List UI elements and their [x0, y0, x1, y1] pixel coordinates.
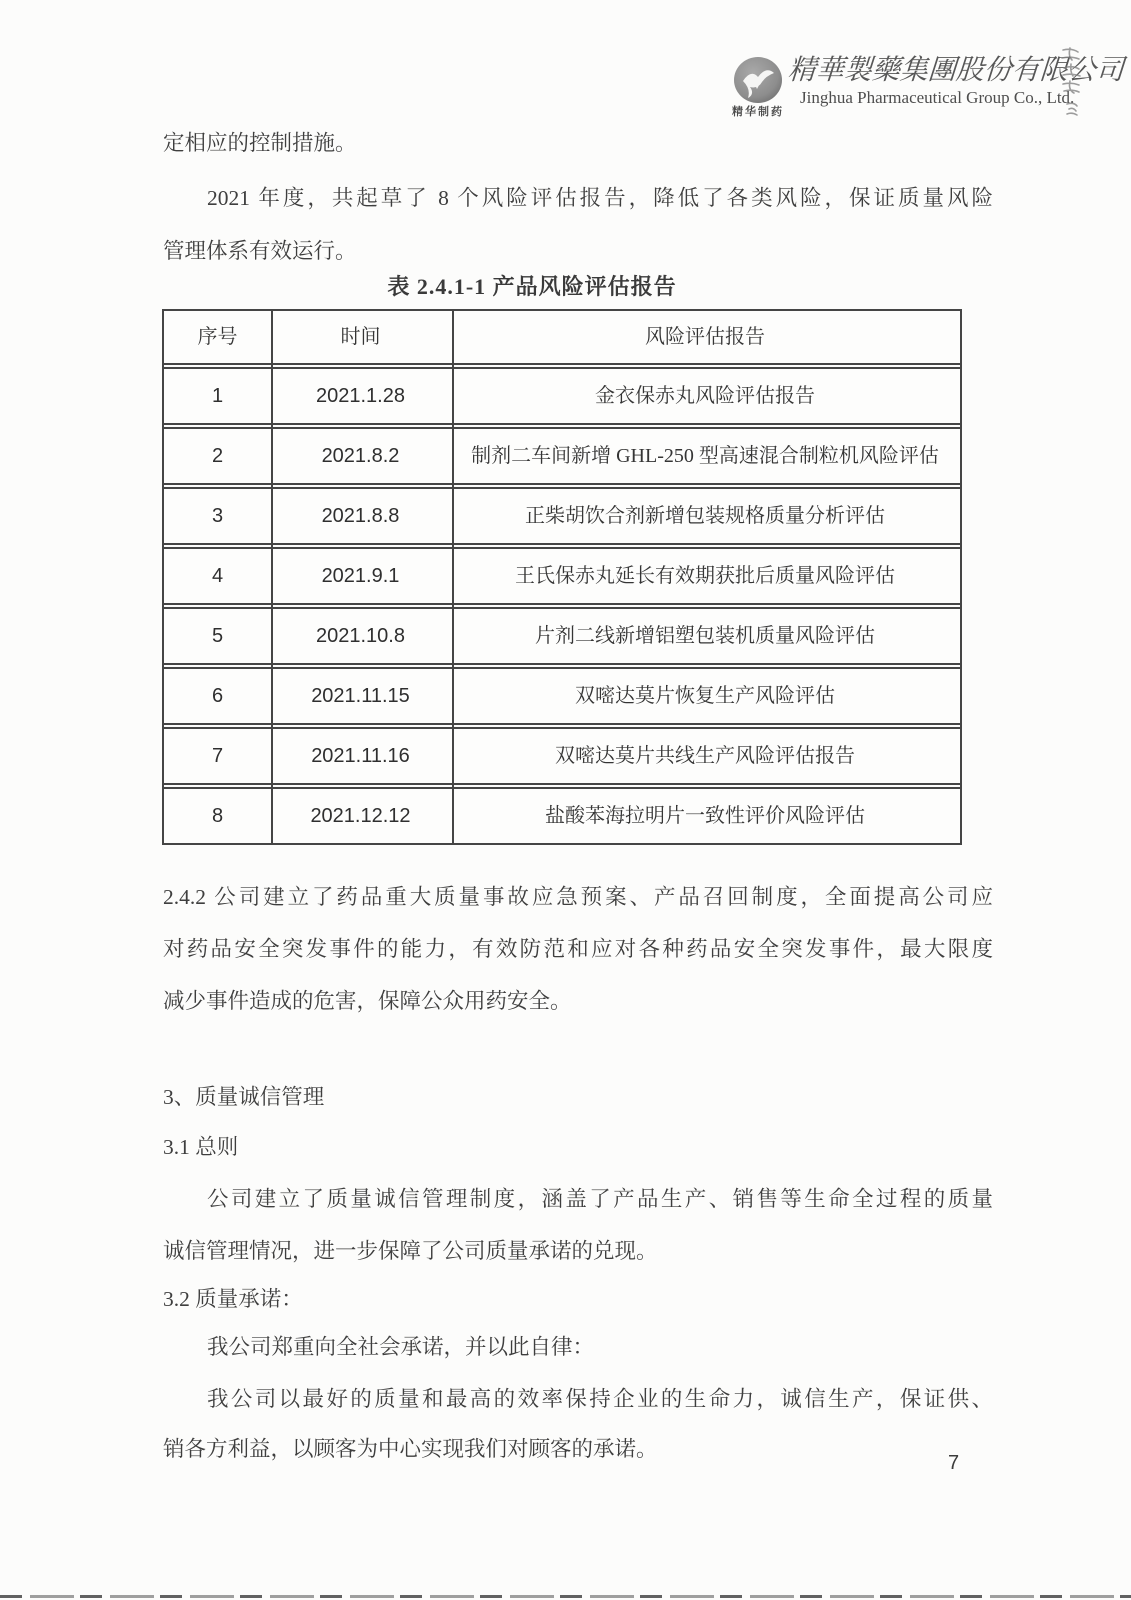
paragraph-line: 减少事件造成的危害，保障公众用药安全。	[163, 989, 572, 1013]
cell-no: 7	[211, 745, 224, 767]
cell-no: 3	[211, 505, 224, 527]
paragraph-line: 我公司郑重向全社会承诺，并以此自律：	[207, 1335, 595, 1359]
cell-date: 2021.8.8	[321, 505, 400, 527]
company-name-chinese: 精華製藥集團股份有限公司	[786, 55, 1125, 86]
paragraph-line: 销各方利益，以顾客为中心实现我们对顾客的承诺。	[163, 1437, 658, 1461]
table-row	[164, 547, 960, 605]
paragraph-line: 对药品安全突发事件的能力，有效防范和应对各种药品安全突发事件，最大限度	[163, 937, 993, 961]
cell-report: 金衣保赤丸风险评估报告	[595, 385, 815, 407]
column-header-report: 风险评估报告	[645, 326, 765, 348]
column-header-date: 时间	[340, 326, 381, 348]
cell-report: 片剂二线新增铝塑包装机质量风险评估	[535, 625, 875, 647]
paragraph-line: 诚信管理情况，进一步保障了公司质量承诺的兑现。	[163, 1239, 658, 1263]
section-subheading: 3.2 质量承诺：	[163, 1287, 303, 1311]
paragraph-line: 管理体系有效运行。	[163, 239, 357, 263]
table-row	[164, 487, 960, 545]
paragraph-line: 公司建立了质量诚信管理制度，涵盖了产品生产、销售等生命全过程的质量	[207, 1187, 993, 1211]
cell-report: 盐酸苯海拉明片一致性评价风险评估	[545, 805, 865, 827]
cell-no: 4	[211, 565, 224, 587]
cell-date: 2021.1.28	[316, 385, 405, 407]
cell-date: 2021.11.16	[311, 745, 410, 767]
company-name-english: Jinghua Pharmaceutical Group Co., Ltd.	[800, 88, 1075, 107]
paragraph-line: 我公司以最好的质量和最高的效率保持企业的生命力，诚信生产，保证供、	[207, 1387, 993, 1411]
handwritten-annotation-marks	[1058, 46, 1084, 118]
cell-report: 制剂二车间新增 GHL-250 型高速混合制粒机风险评估	[471, 445, 939, 467]
paragraph-line: 2021 年度，共起草了 8 个风险评估报告，降低了各类风险，保证质量风险	[207, 186, 993, 210]
column-header-no: 序号	[197, 326, 238, 348]
cell-report: 双嘧达莫片共线生产风险评估报告	[555, 745, 855, 767]
risk-assessment-table	[162, 309, 962, 845]
table-column-divider	[271, 311, 273, 843]
table-row	[164, 427, 960, 485]
cell-date: 2021.11.15	[311, 685, 410, 707]
table-title: 表 2.4.1-1 产品风险评估报告	[387, 274, 677, 299]
cell-no: 5	[211, 625, 224, 647]
cell-date: 2021.10.8	[316, 625, 405, 647]
table-column-divider	[452, 311, 454, 843]
cell-date: 2021.12.12	[310, 805, 411, 827]
paragraph-line: 2.4.2 公司建立了药品重大质量事故应急预案、产品召回制度，全面提高公司应	[163, 885, 993, 909]
section-heading: 3、质量诚信管理	[163, 1085, 325, 1109]
table-row	[164, 727, 960, 785]
cell-report: 王氏保赤丸延长有效期获批后质量风险评估	[515, 565, 895, 587]
cell-report: 正柴胡饮合剂新增包装规格质量分析评估	[525, 505, 885, 527]
cell-date: 2021.9.1	[321, 565, 400, 587]
company-logo-icon	[733, 56, 783, 104]
cell-date: 2021.8.2	[321, 445, 400, 467]
cell-report: 双嘧达莫片恢复生产风险评估	[575, 685, 835, 707]
table-row	[164, 787, 960, 843]
table-row	[164, 607, 960, 665]
paragraph-line: 定相应的控制措施。	[163, 131, 357, 155]
table-row	[164, 367, 960, 425]
logo-caption: 精华制药	[732, 106, 784, 118]
page-number: 7	[948, 1452, 960, 1474]
cell-no: 1	[211, 385, 224, 407]
table-row	[164, 667, 960, 725]
scan-bottom-edge	[0, 1595, 1131, 1598]
cell-no: 8	[211, 805, 224, 827]
cell-no: 2	[211, 445, 224, 467]
table-header-row	[164, 311, 960, 365]
section-subheading: 3.1 总则	[163, 1135, 239, 1159]
cell-no: 6	[211, 685, 224, 707]
